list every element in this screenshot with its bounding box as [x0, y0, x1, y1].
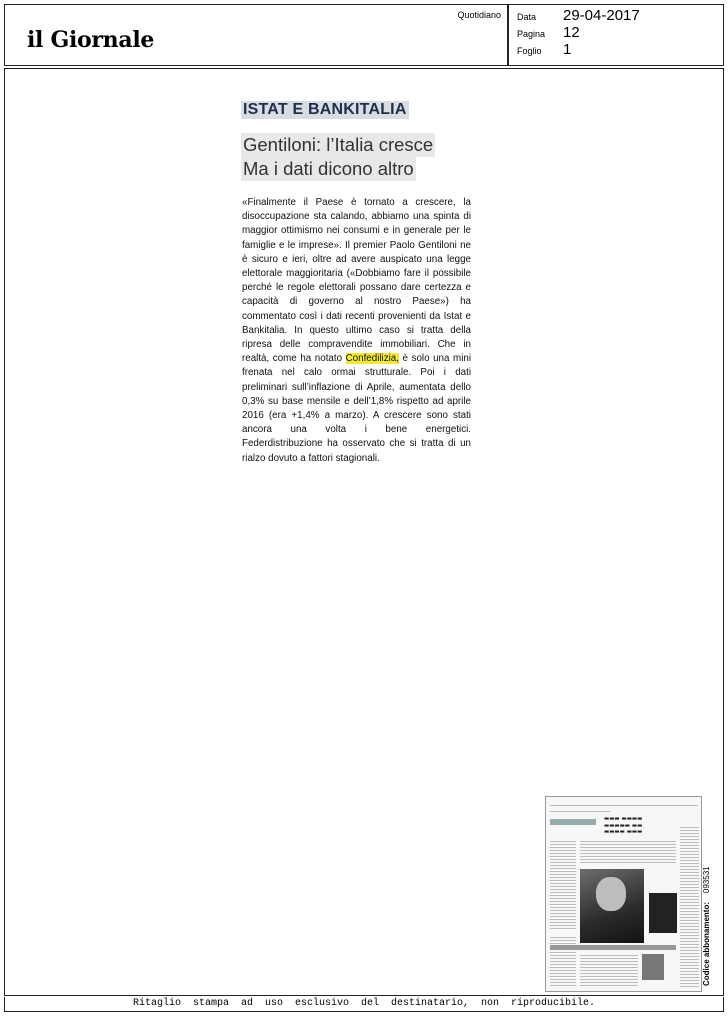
- highlighted-term: Confedilizia,: [345, 353, 399, 365]
- meta-value: 12: [563, 24, 580, 41]
- publication-type: Quotidiano: [457, 10, 501, 20]
- thumbnail-photo-icon: [580, 869, 644, 943]
- body-text-part: «Finalmente il Paese è tornato a crescere, la disoccupazione sta calando, abbiamo una spinta di maggior ottimismo nei consumi e in generale per le famiglie e le imprese». Il premier Paolo Gentiloni ne è sicuro e ieri, oltre ad avere auspicato una legge elettorale maggioritaria («Dobbiamo fare il possibile perché le regole elettorali possano dare certezza e capacità di governo al nostro Paese») ha commentato così i dati recenti provenienti da Istat e Bankitalia. In questo ultimo caso si tratta della ripresa delle compravendite immobiliari. Che in realtà, come ha notato: [242, 197, 471, 365]
- body-text-part: è solo una mini frenata nel calo ormai strutturale. Poi i dati preliminari sull’inflazione di Aprile, aumentata dello 0,3% su base mensile e dell’1,8% rispetto ad aprile 2016 (era +1,4% a marzo). A crescere sono stati ancora una volta i bene energetici. Federdistribuzione ha osservato che si tratta di un rialzo dovuto a fattori stagionali.: [242, 353, 471, 464]
- page-thumbnail: [545, 796, 702, 992]
- thumbnail-small-photo-icon: [642, 954, 664, 980]
- meta-label: Data: [517, 12, 537, 22]
- subscription-code-label: Codice abbonamento:: [702, 901, 711, 986]
- footer-notice: Ritaglio stampa ad uso esclusivo del destinatario, non riproducibile.: [4, 997, 724, 1012]
- article-body: [242, 196, 471, 466]
- thumbnail-box: [649, 893, 677, 933]
- thumbnail-headline-icon: ▬▬▬ ▬▬▬▬ ▬▬▬▬▬ ▬▬ ▬▬▬▬ ▬▬▬: [604, 816, 643, 835]
- subscription-code-value: 093531: [702, 866, 711, 894]
- meta-box: [508, 4, 724, 66]
- meta-label: Pagina: [517, 29, 546, 39]
- meta-row-foglio: [517, 41, 571, 58]
- meta-value: 29-04-2017: [563, 7, 640, 24]
- meta-value: 1: [563, 41, 572, 58]
- article-kicker: ISTAT E BANKITALIA: [243, 101, 407, 118]
- meta-row-pagina: [517, 24, 580, 41]
- subscription-code: [702, 866, 711, 986]
- article-headline: [241, 133, 441, 181]
- headline-line: Gentiloni: l’Italia cresce: [243, 134, 434, 155]
- header-box: [4, 4, 508, 66]
- headline-line: Ma i dati dicono altro: [243, 158, 414, 179]
- meta-row-data: [517, 7, 640, 24]
- masthead-logo: il Giornale: [27, 27, 155, 53]
- meta-label: Foglio: [517, 46, 542, 56]
